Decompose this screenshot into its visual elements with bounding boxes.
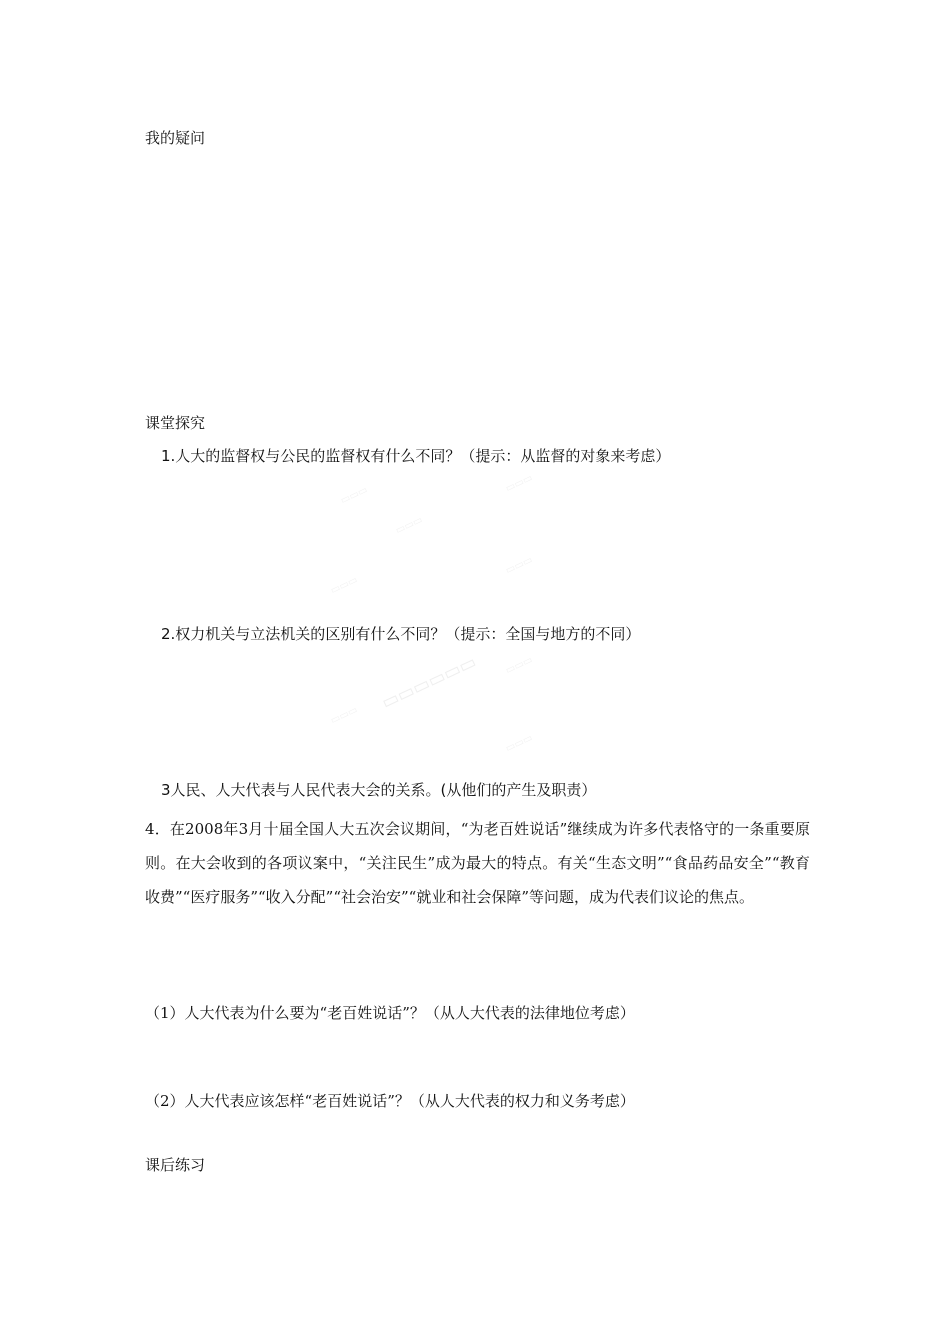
sub-question-1: （1）人大代表为什么要为“老百姓说话”？（从人大代表的法律地位考虑）	[145, 1004, 635, 1022]
watermark-mark: ▭▭▭	[504, 472, 535, 495]
watermark-mark: ▭▭▭▭▭▭	[378, 651, 480, 714]
sub-question-2: （2）人大代表应该怎样“老百姓说话”？（从人大代表的权力和义务考虑）	[145, 1092, 635, 1110]
watermark-mark: ▭▭▭	[329, 574, 360, 597]
inquiry-question-1: 1.人大的监督权与公民的监督权有什么不同？（提示：从监督的对象来考虑）	[161, 447, 671, 465]
section-heading-my-questions: 我的疑问	[145, 129, 206, 147]
watermark-mark: ▭▭▭	[394, 514, 425, 537]
inquiry-question-3: 3人民、人大代表与人民代表大会的关系。(从他们的产生及职责）	[161, 781, 597, 799]
section-heading-after-class: 课后练习	[145, 1156, 206, 1174]
watermark-mark: ▭▭▭	[504, 554, 535, 577]
watermark-mark: ▭▭▭	[504, 732, 535, 755]
watermark-mark: ▭▭▭	[504, 654, 535, 677]
watermark-mark: ▭▭▭	[329, 704, 360, 727]
watermark-mark: ▭▭▭	[339, 484, 370, 507]
inquiry-question-2: 2.权力机关与立法机关的区别有什么不同？（提示：全国与地方的不同）	[161, 625, 641, 643]
case-paragraph: 4．在2008年3月十届全国人大五次会议期间，“为老百姓说话”继续成为许多代表恪守的一条重要原则。在大会收到的各项议案中，“关注民生”成为最大的特点。有关“生态文明”“食品药品安全”“教育收费”“医疗服务”“收入分配”“社会治安”“就业和社会保障”等问题，成为代表们议论的焦点。	[145, 820, 810, 906]
section-heading-class-inquiry: 课堂探究	[145, 414, 206, 432]
